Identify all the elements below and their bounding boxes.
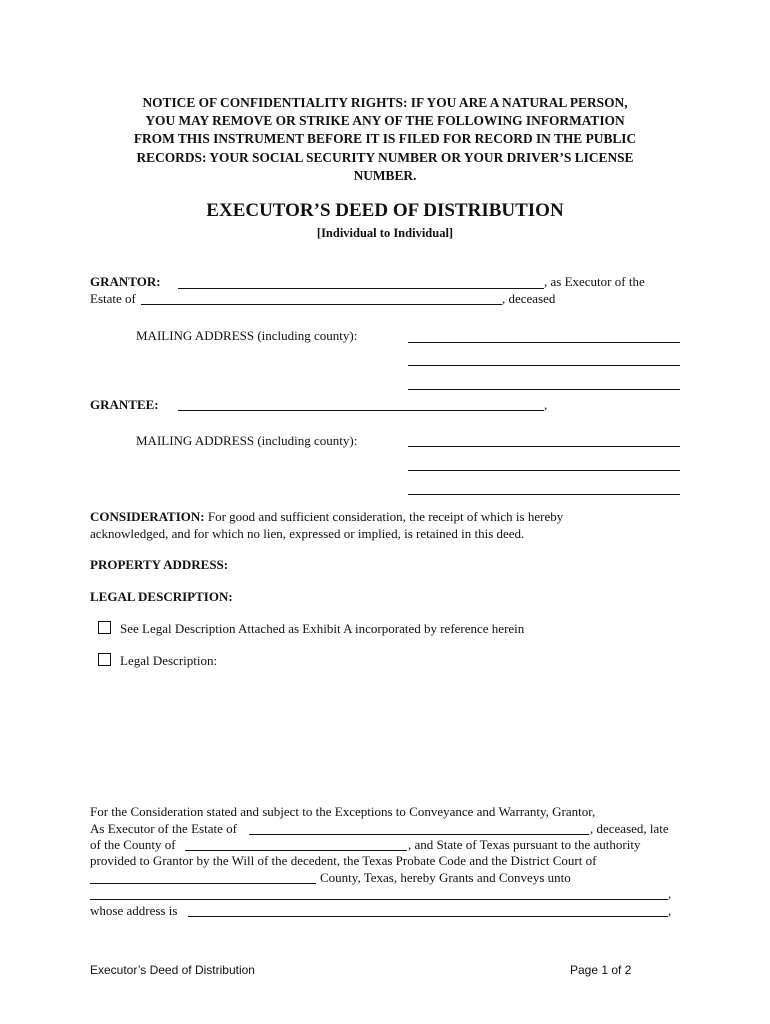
grantee-label: GRANTEE: <box>90 397 159 412</box>
notice-line: FROM THIS INSTRUMENT BEFORE IT IS FILED FOR RECORD IN THE PUBLIC <box>133 131 637 147</box>
grantee-comma: , <box>544 397 548 412</box>
grantor-address-line-2[interactable] <box>408 365 680 366</box>
footer-document-name: Executor’s Deed of Distribution <box>90 963 255 977</box>
legal-description-option-label: Legal Description: <box>120 653 218 668</box>
notice-line: RECORDS: YOUR SOCIAL SECURITY NUMBER OR YOUR DRIVER’S LICENSE <box>136 149 634 165</box>
grantee-address-line-3[interactable] <box>408 494 680 495</box>
whose-address-prefix: whose address is <box>90 903 178 918</box>
consideration-line-2: acknowledged, and for which no lien, expressed or implied, is retained in this deed. <box>90 526 525 541</box>
legal-description-label: LEGAL DESCRIPTION: <box>90 589 233 604</box>
conveyance-line-4: provided to Grantor by the Will of the decedent, the Texas Probate Code and the District Court of <box>90 853 597 868</box>
conveyance-estate-suffix: , deceased, late <box>590 821 669 836</box>
conveyance-estate-prefix: As Executor of the Estate of <box>90 821 237 836</box>
conveyance-county-field[interactable] <box>185 850 407 851</box>
conveyance-line-1: For the Consideration stated and subject to the Exceptions to Conveyance and Warranty, Grantor, <box>90 804 596 819</box>
whose-address-comma: , <box>668 903 672 918</box>
estate-prefix: Estate of <box>90 291 136 306</box>
notice-line: YOU MAY REMOVE OR STRIKE ANY OF THE FOLLOWING INFORMATION <box>145 113 625 129</box>
conveyee-name-field[interactable] <box>90 899 668 900</box>
notice-line: NOTICE OF CONFIDENTIALITY RIGHTS: IF YOU ARE A NATURAL PERSON, <box>142 95 628 110</box>
conveyance-line-5-suffix: County, Texas, hereby Grants and Conveys unto <box>320 870 571 885</box>
executor-suffix: , as Executor of the <box>544 274 645 289</box>
property-address-label: PROPERTY ADDRESS: <box>90 557 229 572</box>
legal-description-checkbox[interactable] <box>98 653 111 666</box>
deceased-suffix: , deceased <box>502 291 556 306</box>
grantor-mailing-label: MAILING ADDRESS (including county): <box>136 328 358 343</box>
grantor-address-line-1[interactable] <box>408 342 680 343</box>
document-title: EXECUTOR’S DEED OF DISTRIBUTION <box>206 200 564 221</box>
grantee-address-line-2[interactable] <box>408 470 680 471</box>
district-court-county-field[interactable] <box>90 883 316 884</box>
conveyance-county-suffix: , and State of Texas pursuant to the authority <box>408 837 641 852</box>
estate-name-field[interactable] <box>141 304 502 305</box>
exhibit-a-option-label: See Legal Description Attached as Exhibit A incorporated by reference herein <box>120 621 525 636</box>
grantee-mailing-label: MAILING ADDRESS (including county): <box>136 433 358 448</box>
grantor-address-line-3[interactable] <box>408 389 680 390</box>
conveyance-estate-field[interactable] <box>249 834 589 835</box>
grantee-address-line-1[interactable] <box>408 446 680 447</box>
exhibit-a-checkbox[interactable] <box>98 621 111 634</box>
consideration-label: CONSIDERATION: <box>90 509 205 524</box>
confidentiality-notice <box>90 94 680 185</box>
grantor-name-field[interactable] <box>178 288 544 289</box>
document-subtitle: [Individual to Individual] <box>316 226 454 240</box>
grantee-name-field[interactable] <box>178 410 544 411</box>
whose-address-field[interactable] <box>188 916 668 917</box>
grantor-label: GRANTOR: <box>90 274 161 289</box>
conveyee-comma: , <box>668 886 672 901</box>
footer-page-number: Page 1 of 2 <box>570 963 632 977</box>
conveyance-county-prefix: of the County of <box>90 837 176 852</box>
consideration-line-1 <box>90 509 563 525</box>
consideration-text: For good and sufficient consideration, the receipt of which is hereby <box>207 509 564 524</box>
notice-line: NUMBER. <box>353 167 417 183</box>
